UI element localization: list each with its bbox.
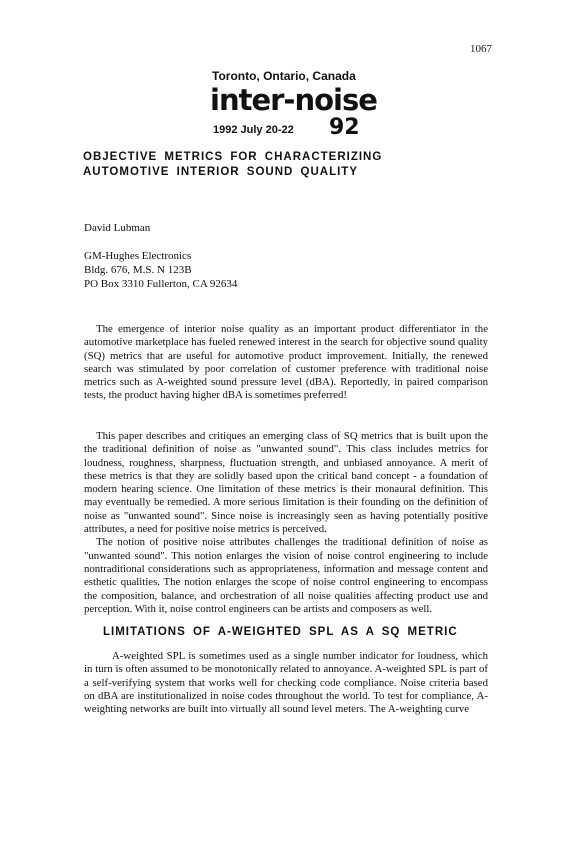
conference-year: 92 — [329, 115, 360, 140]
conference-location: Toronto, Ontario, Canada — [212, 69, 356, 83]
affiliation-line2: Bldg. 676, M.S. N 123B — [84, 264, 192, 276]
paper-title-line1: OBJECTIVE METRICS FOR CHARACTERIZING — [83, 151, 383, 163]
section-heading: LIMITATIONS OF A-WEIGHTED SPL AS A SQ METRIC — [103, 626, 458, 638]
abstract-paragraph-1 — [84, 323, 488, 403]
section-paragraph — [84, 650, 488, 716]
conference-logo: inter-noise — [210, 83, 377, 117]
author-name: David Lubman — [84, 222, 151, 234]
page-number: 1067 — [470, 43, 492, 55]
author-block — [84, 221, 237, 291]
paragraph-4: A-weighted SPL is sometimes used as a single number indicator for loudness, which in turn is often assumed to be monotonically related to annoyance. A-weighted SPL is part of a self-verifying system that works well for checking code compliance. Noise criteria based on dBA are institutionalized in noise codes throughout the world. To test for compliance, A-weighting networks are built into virtually all sound level meters. The A-weighting curve — [84, 650, 488, 716]
paper-title-line2: AUTOMOTIVE INTERIOR SOUND QUALITY — [83, 166, 358, 178]
affiliation-line1: GM-Hughes Electronics — [84, 250, 192, 262]
paragraph-3: The notion of positive noise attributes challenges the traditional definition of noise as "unwanted sound". This notion enlarges the vision of noise control engineering to include nontraditional considerations such as appropriateness, information and message content and esthetic qualities. The notion enlarges the scope of noise control engineering to encompass the composition, balance, and orchestration of all noise qualities affecting product use and perception. With it, noise control engineers can be artists and composers as well. — [84, 536, 488, 615]
affiliation-line3: PO Box 3310 Fullerton, CA 92634 — [84, 278, 238, 290]
abstract-paragraph-group — [84, 430, 488, 616]
paper-title — [83, 150, 382, 180]
paragraph-1: The emergence of interior noise quality as an important product differentiator in the automotive marketplace has fueled renewed interest in the search for objective sound quality (SQ) metrics that are useful for automotive product improvement. Initially, the renewed search was stimulated by poor correlation of customer preference with traditional noise metrics such as A-weighted sound pressure level (dBA). Reportedly, in paired comparison tests, the product having higher dBA is sometimes preferred! — [84, 323, 488, 402]
conference-dates: 1992 July 20-22 — [213, 124, 294, 136]
author-affiliation — [84, 249, 237, 291]
paragraph-2: This paper describes and critiques an emerging class of SQ metrics that is built upon the the traditional definition of noise as "unwanted sound". This class includes metrics for loudness, roughness, sharpness, fluctuation strength, and unbiased annoyance. A merit of these metrics is that they are solidly based upon the critical band concept - a foundation of modern hearing science. One limitation of these metrics is their monaural definition. This may eventually be remedied. A more serious limitation is their founding on the definition of noise as "unwanted sound". Since noise is increasingly seen as having potentially positive attributes, a need for positive noise metrics is perceived. — [84, 430, 488, 536]
